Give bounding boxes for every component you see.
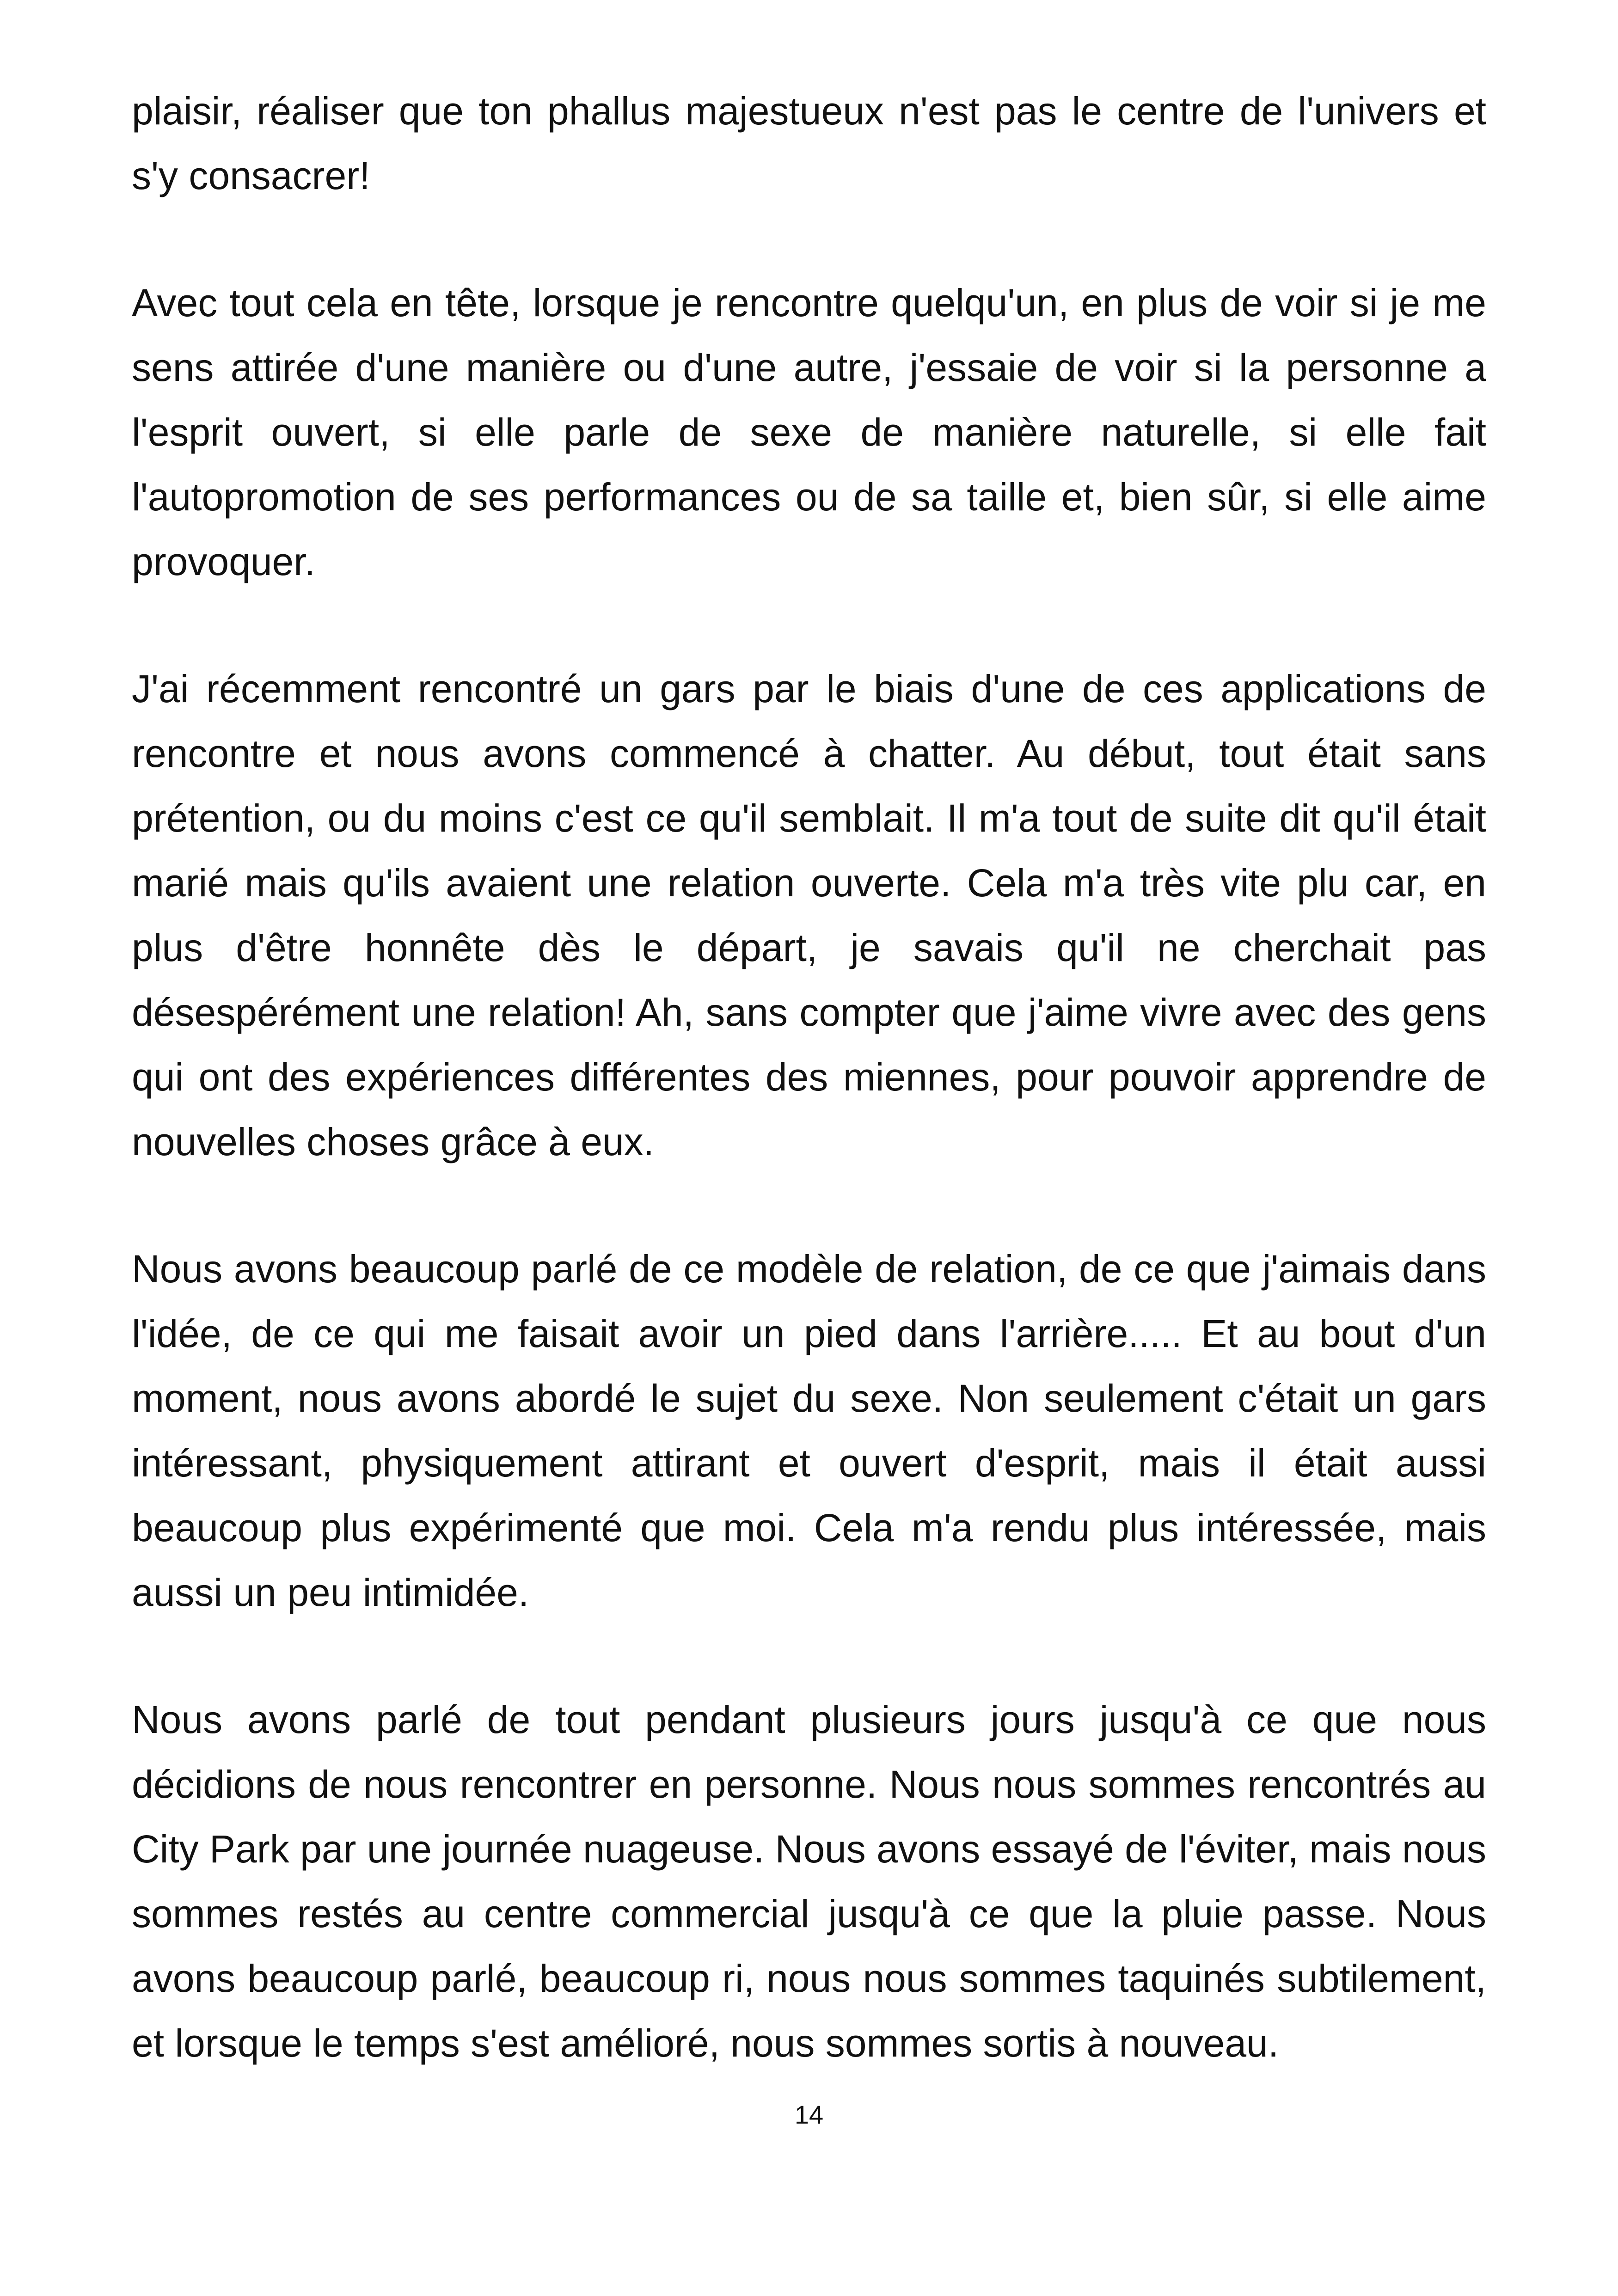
paragraph: Nous avons parlé de tout pendant plusieurs jours jusqu'à ce que nous décidions de nous rencontrer en personne. Nous nous sommes rencontrés au City Park par une journée nuageuse. Nous avons essayé de l'éviter, mais nous sommes restés au centre commercial jusqu'à ce que la pluie passe. Nous avons beaucoup parlé, beaucoup ri, nous nous sommes taquinés subtilement, et lorsque le temps s'est amélioré, nous sommes sortis à nouveau. [132,1698,1486,2065]
paragraph: J'ai récemment rencontré un gars par le biais d'une de ces applications de rencontre et nous avons commencé à chatter. Au début, tout était sans prétention, ou du moins c'est ce qu'il semblait. Il m'a tout de suite dit qu'il était marié mais qu'ils avaient une relation ouverte. Cela m'a très vite plu car, en plus d'être honnête dès le départ, je savais qu'il ne cherchait pas désespérément une relation! Ah, sans compter que j'aime vivre avec des gens qui ont des expériences différentes des miennes, pour pouvoir apprendre de nouvelles choses grâce à eux. [132,667,1486,1163]
paragraph: plaisir, réaliser que ton phallus majestueux n'est pas le centre de l'univers et s'y consacrer! [132,89,1486,197]
paragraph: Nous avons beaucoup parlé de ce modèle de relation, de ce que j'aimais dans l'idée, de ce qui me faisait avoir un pied dans l'arrière..... Et au bout d'un moment, nous avons abordé le sujet du sexe. Non seulement c'était un gars intéressant, physiquement attirant et ouvert d'esprit, mais il était aussi beaucoup plus expérimenté que moi. Cela m'a rendu plus intéressée, mais aussi un peu intimidée. [132,1247,1486,1614]
paragraph: Avec tout cela en tête, lorsque je rencontre quelqu'un, en plus de voir si je me sens attirée d'une manière ou d'une autre, j'essaie de voir si la personne a l'esprit ouvert, si elle parle de sexe de manière naturelle, si elle fait l'autopromotion de ses performances ou de sa taille et, bien sûr, si elle aime provoquer. [132,281,1486,583]
page-number: 14 [794,2100,824,2129]
page-body [132,79,1486,2076]
